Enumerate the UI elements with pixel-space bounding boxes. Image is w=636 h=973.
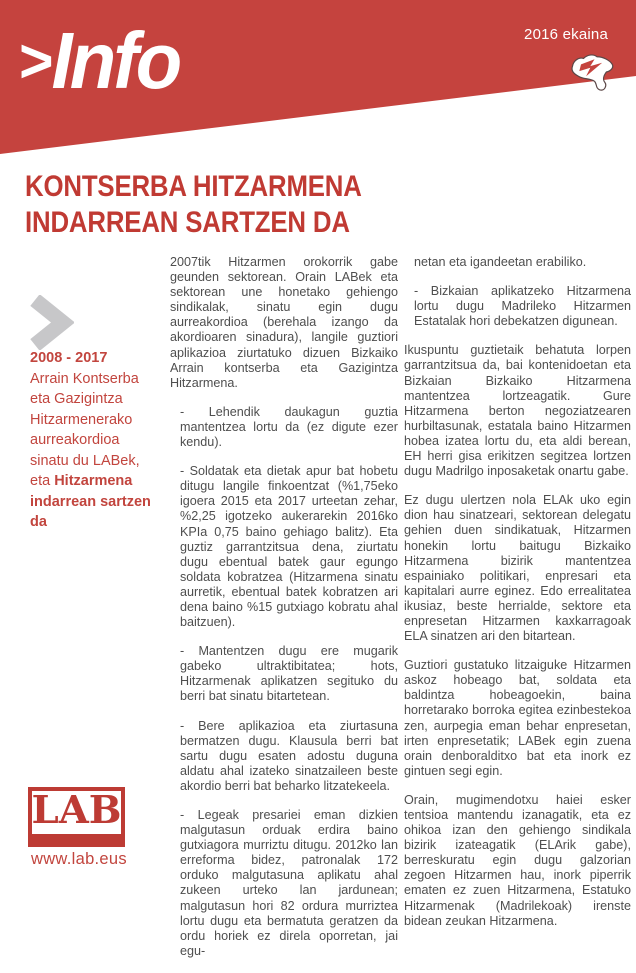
chevron-right-icon <box>30 295 74 350</box>
bullet-paragraph: - Lehendik daukagun guztia mantentzea lortu da (ez digute ezer kendu). <box>180 404 398 450</box>
lab-logo-text: LAB <box>31 787 122 832</box>
website-url: www.lab.eus <box>31 850 127 868</box>
info-logo <box>18 6 179 117</box>
paragraph: Guztiori gustatuko litzaiguke Hitzarmen askoz hobeago bat, soldata eta baldintza hobeagoekin, baina horretarako borroka egitea ezinbestekoa zen, aurpegia eman behar enpresetan, irten enpresetatik; LABek egin zuena orain denboralditxo bat eta inork ez gintuen segi egin. <box>404 658 631 778</box>
basque-country-lightning-icon <box>566 50 618 94</box>
sidebar-intro: Arrain Kontserba eta Gazigintza Hitzarmenerako aurreakordioa sinatu du LABek, eta <box>30 370 140 489</box>
bullet-paragraph: - Bizkaian aplikatzeko Hitzarmena lortu dugu Madrileko Hitzarmen Estatalak hori debekatzen digunean. <box>414 284 631 329</box>
bullet-paragraph: - Mantentzen dugu ere mugarik gabeko ultraktibitatea; hots, Hitzarmenak aplikatzen segituko du berri bat sinatu bitartetean. <box>180 644 398 704</box>
lab-logo <box>28 787 125 847</box>
bullet-paragraph: - Soldatak eta dietak apur bat hobetu ditugu langile finkoentzat (%1,75eko igoera 2015 eta 2017 urteetan zehar, %2,25 igotzeko aukerarekin 2016ko KPIa 0,75 baino gehiago balitz). Eta guztiz garrantzitsua dena, ziurtatu dugu ebentual batek gaur egungo soldata kobratzea (Hitzarmena sinatu aurretik, ebentual batek kobratzen ari dena baino %15 gutxiago kobratu ahal baitzuen). <box>180 464 398 630</box>
article-column-2 <box>404 255 631 943</box>
page-title-line1: KONTSERBA HITZARMENA <box>25 170 362 203</box>
bullet-paragraph: - Bere aplikazioa eta ziurtasuna bermatzen dugu. Klausula berri bat sartu dugu esaten adostu duguna aldatu ahal izateko sinatzaileen beste akordio berri bat beharko litzatekeela. <box>180 718 398 793</box>
page-title <box>25 169 362 241</box>
caret-glyph: > <box>18 27 52 96</box>
page-title-line2: INDARREAN SARTZEN DA <box>25 206 350 239</box>
sidebar-years: 2008 - 2017 <box>30 350 108 366</box>
bullet-paragraph: - Legeak presariei eman dizkien malgutasun orduak erdira baino gutxiagora murriztu ditugu. 2012ko lan erreforma bidez, patronalak 172 orduko malgutasuna aplikatu ahal zukeen urteko lan jardunean; malgutasun hori 82 ordura murriztea lortu dugu eta bermatuta geratzen da ordu horiek ez direla oporretan, jai egu- <box>180 808 398 958</box>
lab-logo-bar <box>32 834 121 843</box>
paragraph: 2007tik Hitzarmen orokorrik gabe geunden sektorean. Orain LABek eta sektorean une honetako gehiengo sindikalak, sinatu egin dugu aurreakordioa (berehala izango da akordioaren sinadura), langile guztiori aplikazioa ziurtatuko dizuen Bizkaiko Arrain kontserba eta Gazigintza Hitzarmena. <box>170 255 398 390</box>
paragraph: Ez dugu ulertzen nola ELAk uko egin dion hau sinatzeari, sektorean delegatu gehien duen sindikatuak, Hitzarmen honekin lortu baitugu Bizkaiko Hitzarmena bizirik mantentzea espainiako politikari, enpresari eta kapitalari aurre eginez. Edo errealitatea ikusiaz, beste herrialde, sektore eta enpresetan Hitzarmen kaxkarragoak ELA sinatzen ari den bitartean. <box>404 493 631 644</box>
article-column-1 <box>170 255 398 973</box>
sidebar-intro-bold: Hitzarmena indarrean sartzen da <box>30 473 151 530</box>
info-logo-text: Info <box>51 16 180 105</box>
paragraph: Ikuspuntu guztietaik behatuta lorpen garrantzitsua da, bai kontenidoetan eta Bizkaian Bizkaiko Hitzarmena mantentzea lortzeagatik. Gure Hitzarmena berton negoziatzearen hurbiltasunak, estatala baino Hitzarmen hobea izatea lortu du, eta aldi berean, EH herri gisa erikitzen segitzea lortzen dugu Madrilgo inposaketak onartu gabe. <box>404 343 631 479</box>
sidebar-summary <box>30 348 151 533</box>
paragraph: netan eta igandeetan erabiliko. <box>414 255 587 269</box>
issue-date: 2016 ekaina <box>524 26 608 43</box>
paragraph: Orain, mugimendotxu haiei esker tentsioa mantendu izanagatik, eta ez ohikoa izan den gehiengo sindikala bizirik izateagatik (ELArik gabe), berreskuratu egin dugu galzorian zegoen Hitzarmen hau, inork piperrik ematen ez zuen Hitzarmena, Estatuko Hitzarmenak (Madrilekoak) irenste bidean zeukan Hitzarmena. <box>404 792 631 928</box>
